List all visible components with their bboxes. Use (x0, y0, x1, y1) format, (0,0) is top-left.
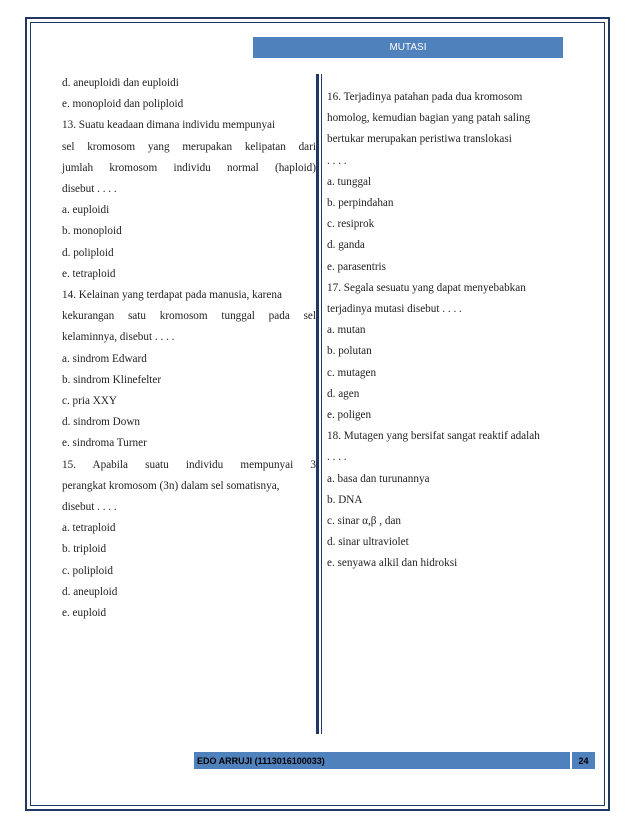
text-line: e. monoploid dan poliploid (62, 98, 184, 111)
text-line: c. resiprok (327, 218, 375, 231)
text-line: e. sindroma Turner (62, 437, 147, 450)
text-line: e. senyawa alkil dan hidroksi (327, 557, 458, 570)
text-line: d. aneuploidi dan euploidi (62, 77, 179, 89)
text-line: a. tetraploid (62, 522, 116, 535)
footer-page-number: 24 (572, 752, 595, 769)
text-line: e. parasentris (327, 260, 387, 273)
text-line: e. poligen (327, 409, 372, 422)
text-line: 17. Segala sesuatu yang dapat menyebabkan (327, 281, 526, 294)
text-line: d. ganda (327, 239, 365, 252)
text-line: . . . . (327, 451, 347, 464)
text-line: . . . . (327, 154, 347, 167)
right-column (327, 87, 573, 575)
footer-author: EDO ARRUJI (1113016100033) (194, 752, 570, 769)
text-line: b. polutan (327, 345, 372, 358)
text-line: b. DNA (327, 493, 363, 506)
text-line: homolog, kemudian bagian yang patah saling (327, 112, 531, 125)
text-line: disebut . . . . (62, 501, 117, 514)
text-line: a. tunggal (327, 175, 372, 188)
text-line: kelaminnya, disebut . . . . (62, 331, 175, 344)
text-line: 16. Terjadinya patahan pada dua kromosom (327, 91, 523, 103)
text-line: d. sindrom Down (62, 416, 141, 429)
text-line: d. agen (327, 387, 360, 400)
text-line: d. sinar ultraviolet (327, 536, 409, 549)
text-line: kekurangan satu kromosom tunggal pada sel (62, 310, 316, 323)
text-line: sel kromosom yang merupakan kelipatan dari (62, 140, 316, 153)
text-line: c. poliploid (62, 564, 113, 577)
text-line: a. sindrom Edward (62, 352, 147, 365)
text-line: e. tetraploid (62, 267, 116, 280)
text-line: 18. Mutagen yang bersifat sangat reaktif adalah (327, 430, 540, 443)
text-line: e. euploid (62, 607, 107, 620)
text-line: b. triploid (62, 543, 107, 556)
text-line: bertukar merupakan peristiwa translokasi (327, 133, 512, 146)
text-line: 14. Kelainan yang terdapat pada manusia, karena (62, 289, 282, 302)
page-header-title: MUTASI (253, 37, 563, 58)
text-line: perangkat kromosom (3n) dalam sel somatisnya, (62, 479, 280, 492)
text-line: 13. Suatu keadaan dimana individu mempunyai (62, 119, 276, 132)
text-line: a. euploidi (62, 204, 110, 217)
text-line: c. sinar α,β , dan (327, 515, 401, 528)
text-line: jumlah kromosom individu normal (haploid) (62, 161, 316, 174)
text-line: disebut . . . . (62, 183, 117, 196)
column-divider (316, 74, 322, 734)
text-line: b. sindrom Klinefelter (62, 373, 162, 386)
text-line: c. mutagen (327, 366, 377, 379)
text-line: c. pria XXY (62, 395, 117, 408)
text-line: 15. Apabila suatu individu mempunyai 3 (62, 458, 316, 471)
text-line: b. perpindahan (327, 197, 394, 210)
left-column (62, 73, 316, 624)
text-line: terjadinya mutasi disebut . . . . (327, 303, 462, 316)
text-line: d. aneuploid (62, 585, 118, 598)
text-line: a. mutan (327, 324, 366, 337)
text-line: b. monoploid (62, 225, 122, 238)
text-line: a. basa dan turunannya (327, 472, 430, 485)
text-line: d. poliploid (62, 246, 114, 259)
